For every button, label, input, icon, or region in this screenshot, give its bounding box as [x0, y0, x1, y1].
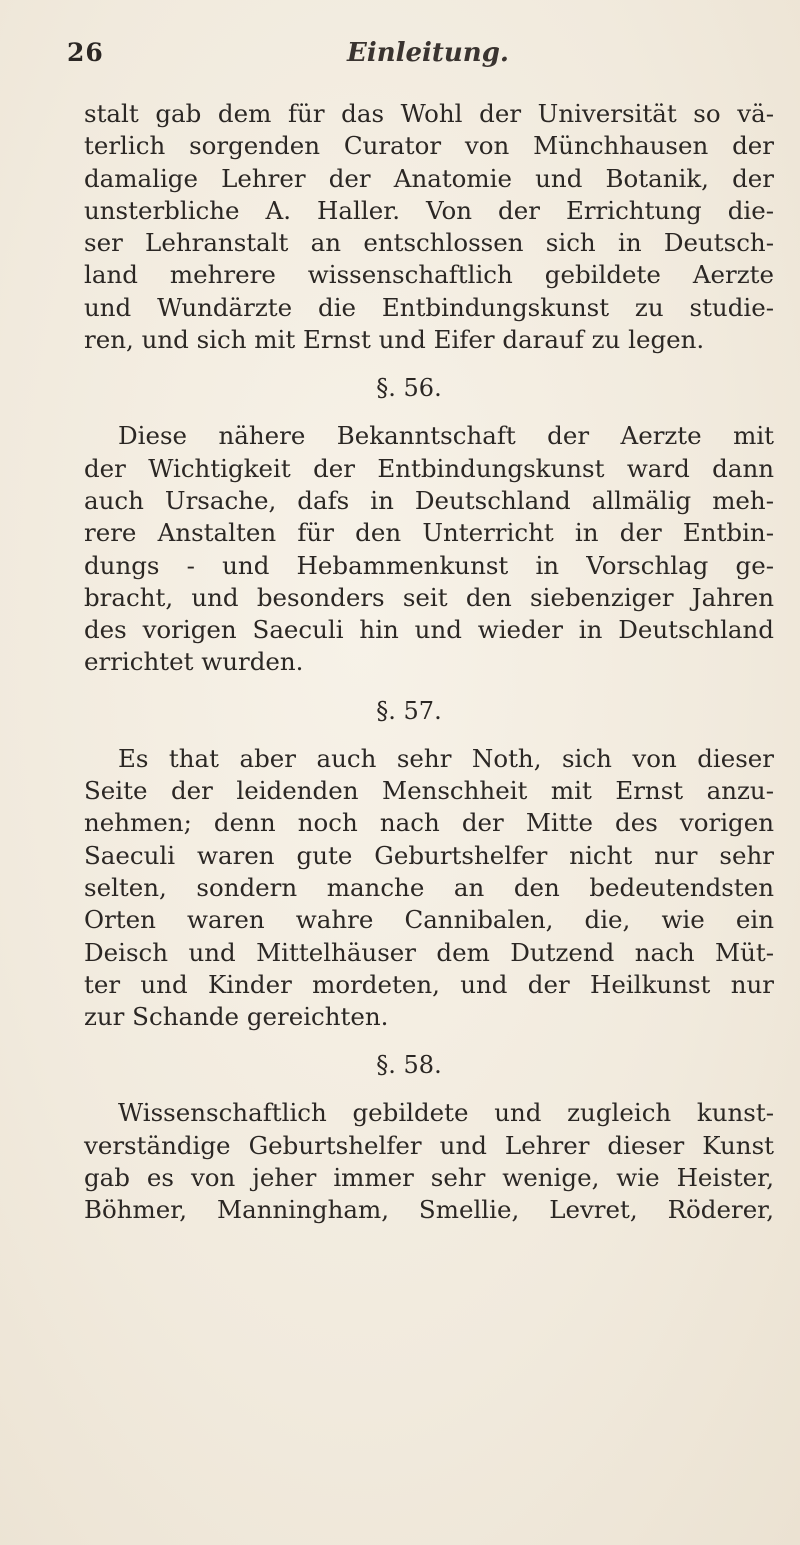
text-line: ser Lehranstalt an entschlossen sich in Deutsch- [84, 228, 774, 258]
text-line: bracht, und besonders seit den siebenziger Jahren [84, 582, 774, 612]
text-line: unsterbliche A. Haller. Von der Errichtung die- [84, 195, 774, 225]
text-line: des vorigen Saeculi hin und wieder in Deutschland [84, 615, 774, 645]
section-heading-56: §. 56. [376, 374, 442, 403]
text-line: verständige Geburtshelfer und Lehrer dieser Kunst [84, 1130, 774, 1160]
text-line: Seite der leidenden Menschheit mit Ernst anzu- [84, 776, 774, 806]
text-line: und Wundärzte die Entbindungskunst zu studie- [84, 292, 774, 322]
text-line: stalt gab dem für das Wohl der Universität so vä- [84, 99, 774, 128]
text-line: dungs - und Hebammenkunst in Vorschlag ge- [84, 550, 774, 580]
body-text [84, 98, 774, 1227]
text-line: zur Schande gereichten. [84, 1002, 389, 1032]
page-number: 26 [67, 38, 104, 67]
text-line: Wissenschaftlich gebildete und zugleich kunst- [118, 1098, 774, 1128]
text-line: nehmen; denn noch nach der Mitte des vorigen [84, 808, 774, 838]
text-line: Deisch und Mittelhäuser dem Dutzend nach Müt- [84, 937, 774, 967]
text-line: ter und Kinder mordeten, und der Heilkunst nur [84, 969, 774, 999]
text-line: selten, sondern manche an den bedeutendsten [84, 872, 774, 902]
text-line: der Wichtigkeit der Entbindungskunst ward dann [84, 453, 774, 483]
text-line: Böhmer, Manningham, Smellie, Levret, Röderer, [84, 1195, 774, 1225]
text-line: ren, und sich mit Ernst und Eifer darauf zu legen. [84, 325, 705, 355]
section-heading-57: §. 57. [376, 696, 442, 725]
paragraph-continuation [84, 98, 774, 356]
text-line: gab es von jeher immer sehr wenige, wie Heister, [84, 1163, 774, 1193]
text-line: Saeculi waren gute Geburtshelfer nicht nur sehr [84, 840, 774, 870]
text-line: auch Ursache, dafs in Deutschland allmälig meh- [84, 485, 774, 515]
section-heading-58: §. 58. [376, 1051, 442, 1080]
text-line: Es that aber auch sehr Noth, sich von dieser [118, 743, 774, 773]
text-line: terlich sorgenden Curator von Münchhausen der [84, 131, 774, 161]
text-line: land mehrere wissenschaftlich gebildete Aerzte [84, 260, 774, 290]
page-header [0, 38, 800, 78]
text-line: Diese nähere Bekanntschaft der Aerzte mit [118, 421, 774, 451]
section-58-paragraph [84, 1097, 774, 1226]
section-56-paragraph [84, 420, 774, 678]
text-line: errichtet wurden. [84, 647, 304, 677]
section-57-paragraph [84, 743, 774, 1034]
text-line: rere Anstalten für den Unterricht in der Entbin- [84, 518, 774, 548]
running-head: Einleitung. [347, 38, 509, 68]
text-line: Orten waren wahre Cannibalen, die, wie ein [84, 905, 774, 935]
text-line: damalige Lehrer der Anatomie und Botanik, der [84, 163, 774, 193]
